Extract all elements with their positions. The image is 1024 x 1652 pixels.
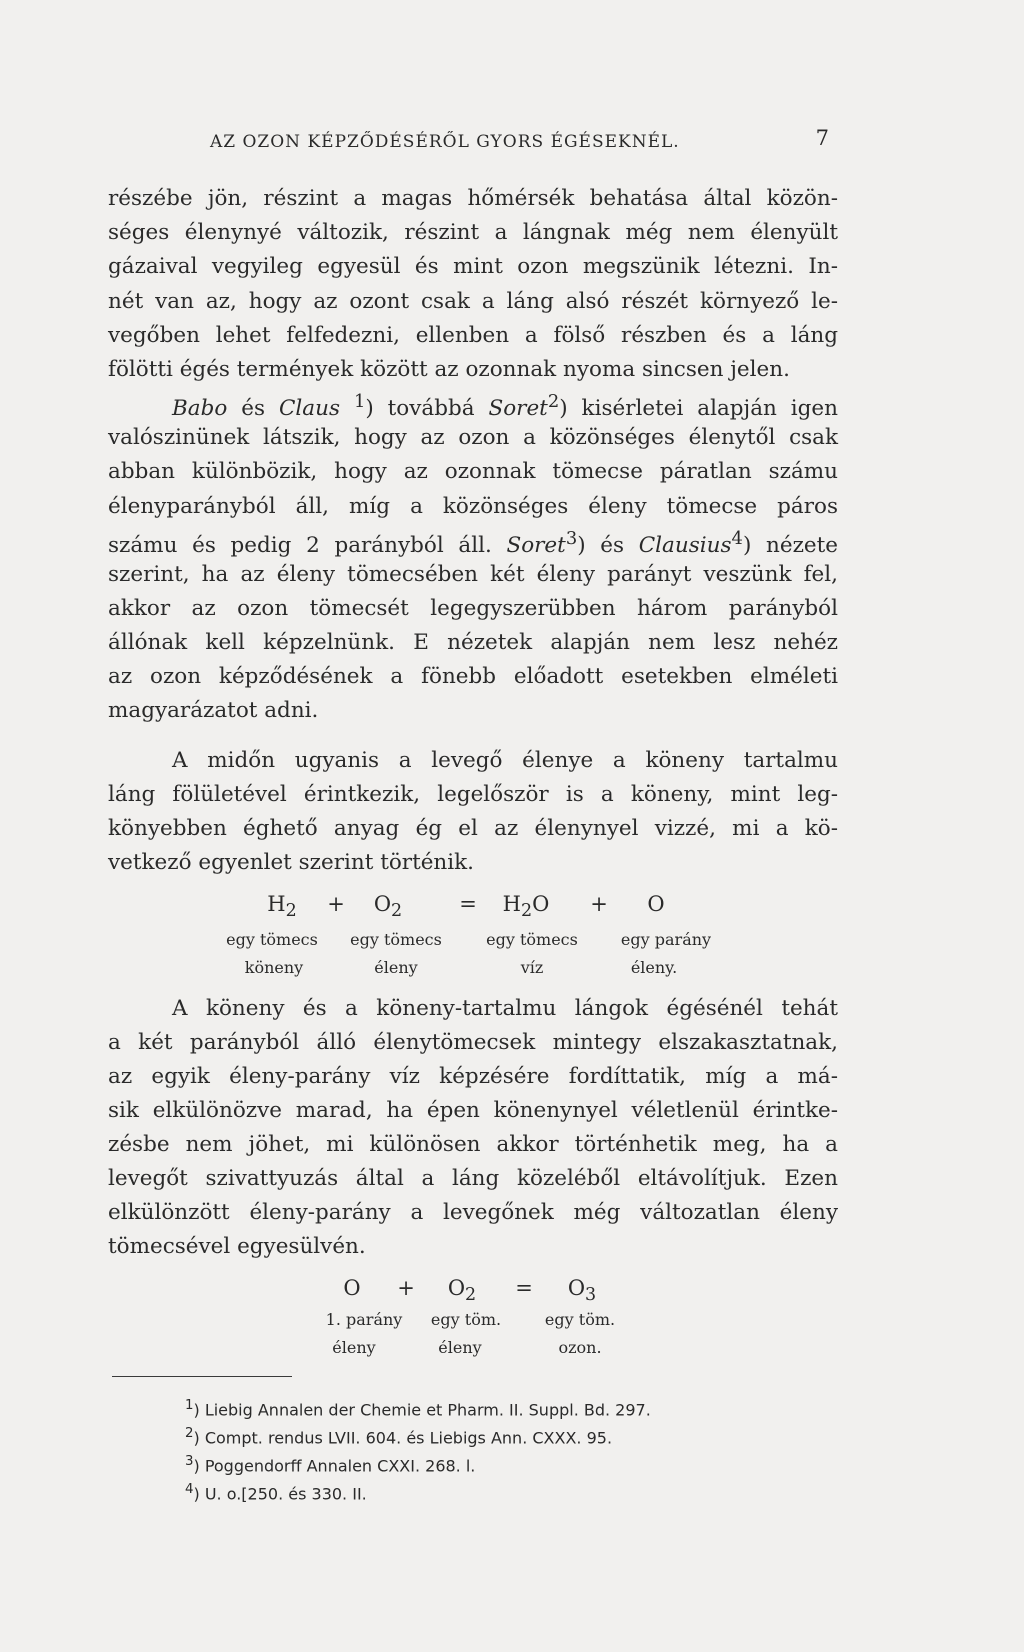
footnote [185, 1454, 475, 1475]
word: ) nézete [742, 533, 838, 559]
word: ) kisérletei alapján igen [559, 396, 838, 422]
equation-water [0, 892, 1024, 922]
formula-o2: $O_2$ [447, 1276, 477, 1306]
footnote-text: ) Compt. rendus LVII. 604. és Liebigs Ann. CXXX. 95. [193, 1428, 613, 1448]
word: és [241, 396, 266, 422]
footnote [185, 1426, 612, 1447]
footnote-mark: 2 [185, 1426, 194, 1441]
caption-bottom: éleny [438, 1338, 482, 1357]
footnote-ref: 4 [731, 528, 743, 549]
plus-sign: + [590, 892, 608, 916]
caption-top: egy tömecs [486, 930, 578, 949]
footnote-ref: 2 [547, 391, 560, 412]
text-line: könyebben éghető anyag ég el az élenynyel vizzé, mi a kö- [108, 816, 838, 841]
formula-h2: $H_2$ [267, 892, 297, 922]
caption-top: egy parány [620, 930, 712, 949]
text-line: állónak kell képzelnünk. E nézetek alapján nem lesz nehéz [108, 630, 838, 655]
equation-caption [0, 930, 1024, 952]
caption-bottom: éleny [332, 1338, 376, 1357]
word: ) és [577, 533, 625, 559]
text-line: levegőt szivattyuzás által a láng közeléből eltávolítjuk. Ezen [108, 1166, 838, 1191]
author-claus: Claus [278, 396, 340, 422]
plus-sign: + [397, 1276, 415, 1300]
footnote-mark: 4 [185, 1482, 194, 1497]
author-soret: Soret [488, 396, 548, 422]
text-line: A midőn ugyanis a levegő élenye a köneny tartalmu [172, 748, 838, 773]
text-line: abban különbözik, hogy az ozonnak tömecse páratlan számu [108, 459, 838, 484]
plus-sign: + [327, 892, 345, 916]
caption-top: egy töm. [430, 1310, 502, 1329]
text-line [172, 391, 838, 421]
text-line: elkülönzött éleny-parány a levegőnek még változatlan éleny [108, 1200, 838, 1225]
footnote-divider [112, 1376, 292, 1377]
word: ) továbbá [365, 396, 475, 422]
equals-sign: = [459, 892, 477, 916]
equation-ozone [0, 1276, 1024, 1306]
author-babo: Babo [172, 396, 228, 422]
text-line: nét van az, hogy az ozont csak a láng alsó részét környező le- [108, 289, 838, 314]
text-line [108, 528, 838, 558]
text-line: az egyik éleny-parány víz képzésére fordíttatik, míg a má- [108, 1064, 838, 1089]
equation-caption [0, 958, 1024, 980]
footnote-ref: 3 [565, 528, 578, 549]
equation-caption [0, 1310, 1024, 1332]
caption-top: egy töm. [544, 1310, 616, 1329]
text-line: vegőben lehet felfedezni, ellenben a fölső részben és a láng [108, 323, 838, 348]
text-line: zésbe nem jöhet, mi különösen akkor történhetik meg, ha a [108, 1132, 838, 1157]
formula-o: O [647, 892, 665, 916]
caption-bottom: éleny [374, 958, 418, 977]
caption-bottom: éleny. [630, 958, 678, 977]
running-header [210, 126, 830, 152]
text-line: a két parányból álló élenytömecsek mintegy elszakasztatnak, [108, 1030, 838, 1055]
footnote-mark: 3 [185, 1454, 194, 1469]
text-line: gázaival vegyileg egyesül és mint ozon megszünik létezni. In- [108, 254, 838, 279]
footnote-ref: 1 [353, 391, 366, 412]
text-line: láng fölületével érintkezik, legelőször is a köneny, mint leg- [108, 782, 838, 807]
word: számu és pedig 2 parányból áll. [108, 533, 492, 559]
footnote-text: ) Liebig Annalen der Chemie et Pharm. II. Suppl. Bd. 297. [193, 1400, 651, 1420]
caption-top: 1. parány [325, 1310, 403, 1329]
equals-sign: = [515, 1276, 533, 1300]
text-line: szerint, ha az éleny tömecsében két éleny parányt veszünk fel, [108, 562, 838, 587]
text-line: séges élenynyé változik, részint a lángnak még nem élenyült [108, 220, 838, 245]
text-line: akkor az ozon tömecsét legegyszerübben három parányból [108, 596, 838, 621]
footnote [185, 1398, 651, 1419]
caption-bottom: ozon. [558, 1338, 602, 1357]
text-line: sik elkülönözve marad, ha épen könenynyel véletlenül érintke- [108, 1098, 838, 1123]
text-line: élenyparányból áll, míg a közönséges éleny tömecse páros [108, 494, 838, 519]
author-clausius: Clausius [638, 533, 732, 559]
footnote [185, 1482, 367, 1503]
text-line: az ozon képződésének a fönebb előadott esetekben elméleti [108, 664, 838, 689]
footnote-text: ) U. o.[250. és 330. II. [193, 1484, 367, 1504]
formula-o2: $O_2$ [373, 892, 403, 922]
author-soret: Soret [506, 533, 566, 559]
caption-bottom: köneny [244, 958, 304, 977]
running-title: AZ OZON KÉPZŐDÉSÉRŐL GYORS ÉGÉSEKNÉL. [210, 132, 680, 152]
text-line: valószinünek látszik, hogy az ozon a közönséges élenytől csak [108, 425, 838, 450]
footnote-text: ) Poggendorff Annalen CXXI. 268. l. [193, 1456, 476, 1476]
text-line: tömecsével egyesülvén. [108, 1234, 366, 1259]
page-number: 7 [815, 126, 830, 150]
caption-top: egy tömecs [350, 930, 442, 949]
equation-caption [0, 1338, 1024, 1360]
formula-o: O [343, 1276, 361, 1300]
text-line: fölötti égés termények között az ozonnak nyoma sincsen jelen. [108, 357, 790, 382]
formula-o3: $O_3$ [567, 1276, 597, 1306]
caption-top: egy tömecs [226, 930, 318, 949]
text-line: magyarázatot adni. [108, 698, 319, 723]
formula-h2o: $H_2O$ [502, 892, 550, 922]
text-line: vetkező egyenlet szerint történik. [108, 850, 475, 875]
footnote-mark: 1 [185, 1398, 194, 1413]
text-line: részébe jön, részint a magas hőmérsék behatása által közön- [108, 186, 838, 211]
text-line: A köneny és a köneny-tartalmu lángok égésénél tehát [172, 996, 838, 1021]
caption-bottom: víz [520, 958, 544, 977]
